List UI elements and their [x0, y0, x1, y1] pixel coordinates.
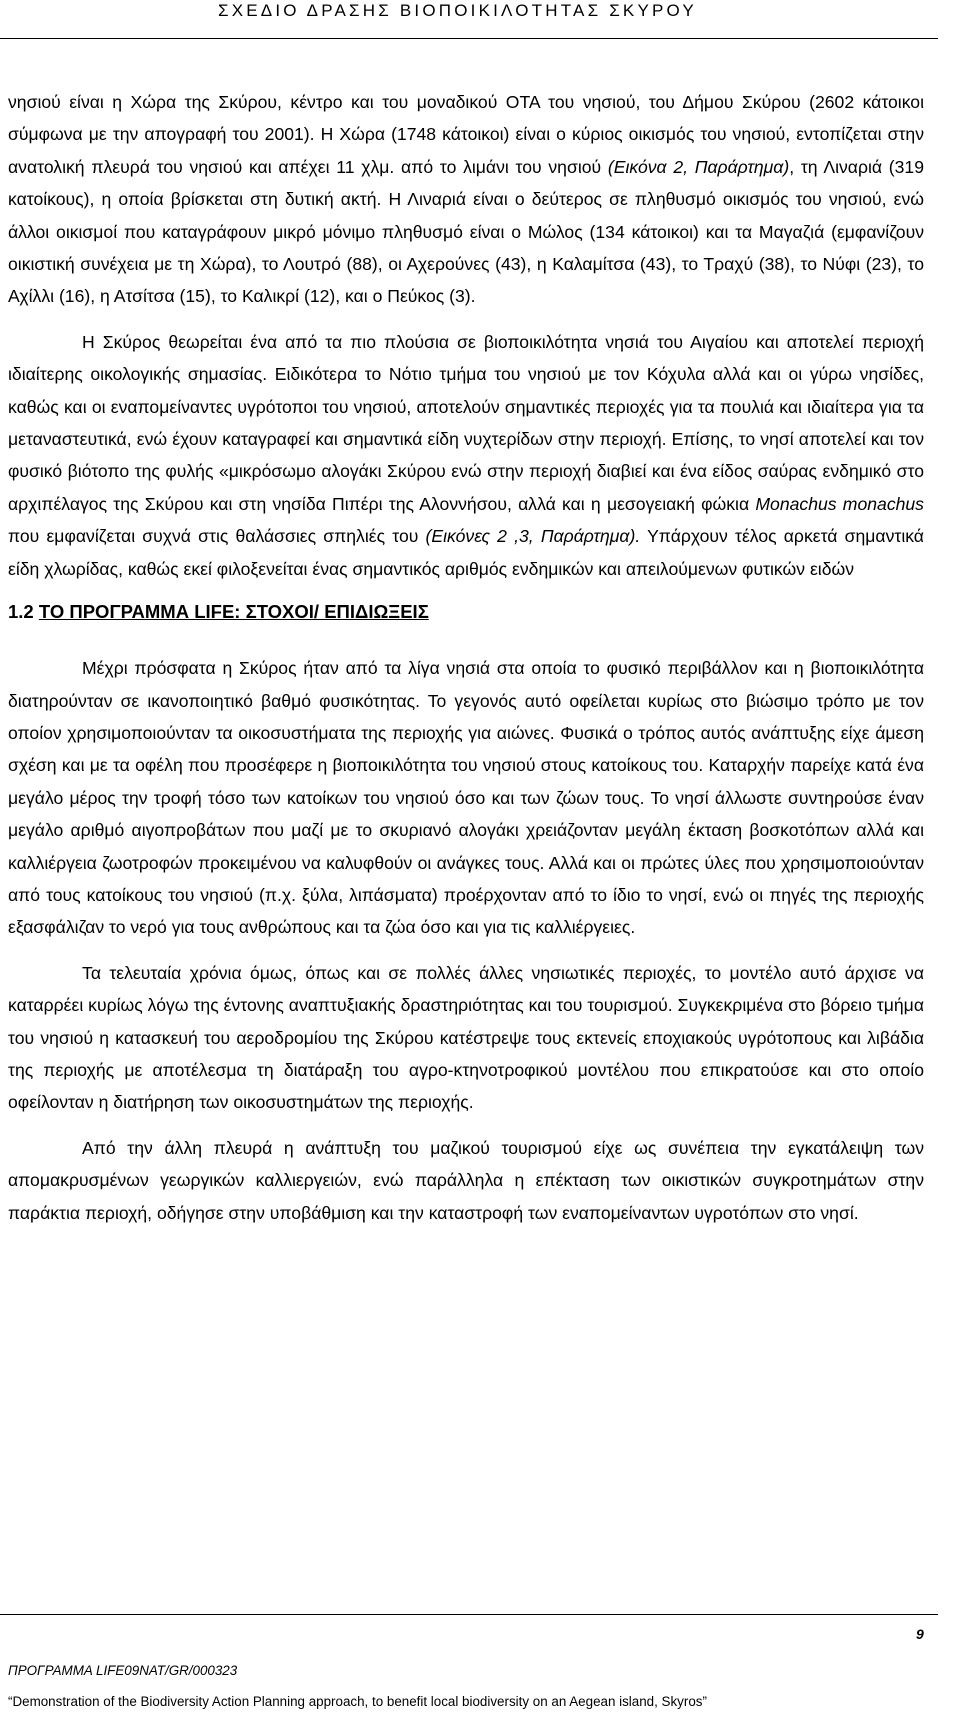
section-title: ΤΟ ΠΡΟΓΡΑΜΜΑ LIFE: ΣΤΟΧΟΙ/ ΕΠΙΔΙΩΞΕΙΣ	[38, 601, 429, 623]
page-footer	[0, 1614, 960, 1717]
paragraph-history: Μέχρι πρόσφατα η Σκύρος ήταν από τα λίγα νησιά στα οποία το φυσικό περιβάλλον και η βιοποικιλότητα διατηρούνταν σε ικανοποιητικό βαθμό φυσικότητας. Το γεγονός αυτό οφείλεται κυρίως στο βιώσιμο τρόπο με τον οποίον χρησιμοποιούνταν τα οικοσυστήματα της περιοχής για αιώνες. Φυσικά ο τρόπος αυτός ανάπτυξης είχε άμεση σχέση και με τα οφέλη που προσέφερε η βιοποικιλότητα του νησιού στους κατοίκους του. Καταρχήν παρείχε κατά ένα μεγάλο μέρος την τροφή τόσο των κατοίκων του νησιού όσο και των ζώων τους. Το νησί άλλωστε συντηρούσε έναν μεγάλο αριθμό αιγοπροβάτων που μαζί με το σκυριανό αλογάκι χρειάζονταν μεγάλη έκταση βοσκοτόπων αλλά και καλλιέργεια ζωοτροφών προκειμένου να καλυφθούν οι ανάγκες τους. Αλλά και οι πρώτες ύλες που χρησιμοποιούνταν από τους κατοίκους του νησιού (π.χ. ξύλα, λιπάσματα) προέρχονταν από το ίδιο το νησί, ενώ οι πηγές της περιοχής εξασφάλιζαν το νερό για τους ανθρώπους και τα ζώα όσο και για τις καλλιέργειες.	[8, 658, 924, 938]
paragraph-biodiversity	[8, 326, 924, 585]
program-title: “Demonstration of the Biodiversity Action Planning approach, to benefit local biodiversity on an Aegean island, Skyros”	[8, 1694, 707, 1709]
paragraph-text: που εμφανίζεται συχνά στις θαλάσσιες σπηλιές του	[8, 526, 426, 547]
section-heading	[8, 599, 924, 625]
paragraph-text: Υπάρχουν τέλος αρκετά σημαντικά είδη χλωρίδας, καθώς εκεί φιλοξενείται ένας σημαντικός αριθμός ενδημικών και απειλούμενων φυτικών ειδών	[8, 526, 924, 579]
document-body	[8, 86, 924, 1229]
figure-reference: (Εικόνα 2, Παράρτημα)	[607, 156, 790, 177]
paragraph-recent-changes: Τα τελευταία χρόνια όμως, όπως και σε πολλές άλλες νησιωτικές περιοχές, το μοντέλο αυτό άρχισε να καταρρέει κυρίως λόγω της έντονης αναπτυξιακής δραστηριότητας και του τουρισμού. Συγκεκριμένα στο βόρειο τμήμα του νησιού η κατασκευή του αεροδρομίου της Σκύρου κατέστρεψε τους εκτενείς εποχιακούς υγρότοπους και λιβάδια της περιοχής με αποτέλεσμα τη διατάραξη του αγρο-κτηνοτροφικού μοντέλου που επικρατούσε και στο οποίο οφείλονταν η διατήρηση των οικοσυστημάτων της περιοχής.	[8, 962, 924, 1113]
running-header-title: ΣΧΕΔΙΟ ΔΡΑΣΗΣ ΒΙΟΠΟΙΚΙΛΟΤΗΤΑΣ ΣΚΥΡΟΥ	[218, 1, 697, 20]
figure-reference: (Εικόνες 2 ,3, Παράρτημα).	[425, 526, 641, 547]
paragraph-tourism: Από την άλλη πλευρά η ανάπτυξη του μαζικού τουρισμού είχε ως συνέπεια την εγκατάλειψη των απομακρυσμένων γεωργικών καλλιεργειών, ενώ παράλληλα η επέκταση των οικιστικών συγκροτημάτων στην παράκτια περιοχή, οδήγησε στην υποβάθμιση και την καταστροφή των εναπομείναντων υγροτόπων στο νησί.	[8, 1137, 924, 1223]
footer-rule	[0, 1614, 938, 1615]
section-number: 1.2	[8, 601, 39, 623]
page-number: 9	[916, 1626, 924, 1642]
species-name: Monachus monachus	[755, 493, 924, 514]
paragraph-text: Η Σκύρος θεωρείται ένα από τα πιο πλούσια σε βιοποικιλότητα νησιά του Αιγαίου και αποτελεί περιοχή ιδιαίτερης οικολογικής σημασίας. Ειδικότερα το Νότιο τμήμα του νησιού με τον Κόχυλα αλλά και οι γύρω νησίδες, καθώς και οι εναπομείναντες υγρότοποι του νησιού, αποτελούν σημαντικές περιοχές για τα πουλιά και ιδιαίτερα για τα μεταναστευτικά, ενώ έχουν καταγραφεί και σημαντικά είδη νυχτερίδων στην περιοχή. Επίσης, το νησί αποτελεί και τον φυσικό βιότοπο της φυλής «μικρόσωμο αλογάκι Σκύρου ενώ στην περιοχή διαβιεί και ένα είδος σαύρας ενδημικό στο αρχιπέλαγος της Σκύρου και στη νησίδα Πιπέρι της Αλοννήσου, αλλά και η μεσογειακή φώκια	[8, 331, 924, 514]
header-rule	[0, 38, 938, 39]
paragraph-text: , τη Λιναριά (319 κατοίκους), η οποία βρίσκεται στη δυτική ακτή. Η Λιναριά είναι ο δεύτερος σε πληθυσμό οικισμός του νησιού, ενώ άλλοι οικισμοί που καταγράφουν μικρό μόνιμο πληθυσμό είναι ο Μώλος (134 κάτοικοι) και τα Μαγαζιά (εμφανίζουν οικιστική συνέχεια με τη Χώρα), το Λουτρό (88), οι Αχερούνες (43), η Καλαμίτσα (43), το Τραχύ (38), το Νύφι (23), το Αχίλλι (16), η Ατσίτσα (15), το Καλικρί (12), και ο Πεύκος (3).	[8, 156, 924, 307]
page-header	[0, 0, 960, 46]
program-code: ΠΡΟΓΡΑΜΜΑ LIFE09NAT/GR/000323	[8, 1663, 238, 1678]
paragraph-text: νησιού είναι η Χώρα της Σκύρου, κέντρο και του μοναδικού ΟΤΑ του νησιού, του Δήμου Σκύρου (2602 κάτοικοι σύμφωνα με την απογραφή του 2001). Η Χώρα (1748 κάτοικοι) είναι ο κύριος οικισμός του νησιού, εντοπίζεται στην ανατολική πλευρά του νησιού και απέχει 11 χλμ. από το λιμάνι του νησιού	[8, 92, 924, 177]
paragraph-settlements	[8, 86, 924, 313]
